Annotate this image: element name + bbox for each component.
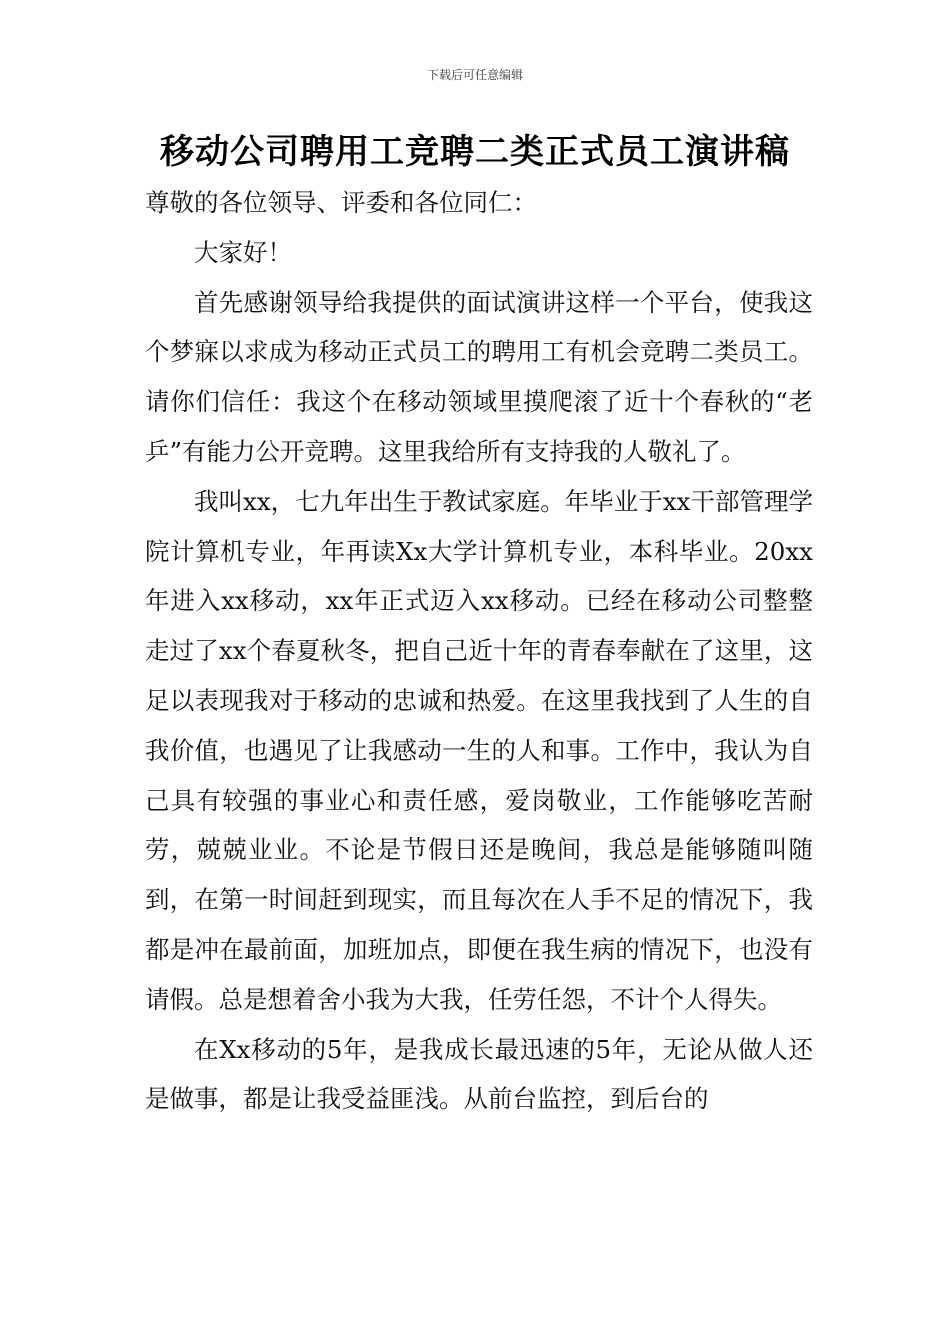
paragraph: 在Xx移动的5年，是我成长最迅速的5年，无论从做人还是做事，都是让我受益匪浅。从前台监控，到后台的	[145, 1034, 813, 1114]
paragraph: 我叫xx，七九年出生于教试家庭。年毕业于xx干部管理学院计算机专业，年再读Xx大学计算机专业，本科毕业。20xx年进入xx移动，xx年正式迈入xx移动。已经在移动公司整整走过了xx个春夏秋冬，把自己近十年的青春奉献在了这里，这足以表现我对于移动的忠诚和热爱。在这里我找到了人生的自我价值，也遇见了让我感动一生的人和事。工作中，我认为自己具有较强的事业心和责任感，爱岗敬业，工作能够吃苦耐劳，兢兢业业。不论是节假日还是晚间，我总是能够随叫随到，在第一时间赶到现实，而且每次在人手不足的情况下，我都是冲在最前面，加班加点，即便在我生病的情况下，也没有请假。总是想着舍小我为大我，任劳任怨，不计个人得失。	[145, 486, 813, 1014]
header-note: 下载后可任意编辑	[426, 68, 523, 82]
paragraph: 首先感谢领导给我提供的面试演讲这样一个平台，使我这个梦寐以求成为移动正式员工的聘用工有机会竞聘二类员工。请你们信任：我这个在移动领域里摸爬滚了近十个春秋的“老乒”有能力公开竞聘。这里我给所有支持我的人敬礼了。	[145, 287, 813, 466]
salutation: 尊敬的各位领导、评委和各位同仁：	[145, 188, 537, 217]
document-title: 移动公司聘用工竞聘二类正式员工演讲稿	[160, 132, 790, 172]
greeting: 大家好！	[194, 237, 292, 267]
document-body	[145, 178, 813, 1124]
